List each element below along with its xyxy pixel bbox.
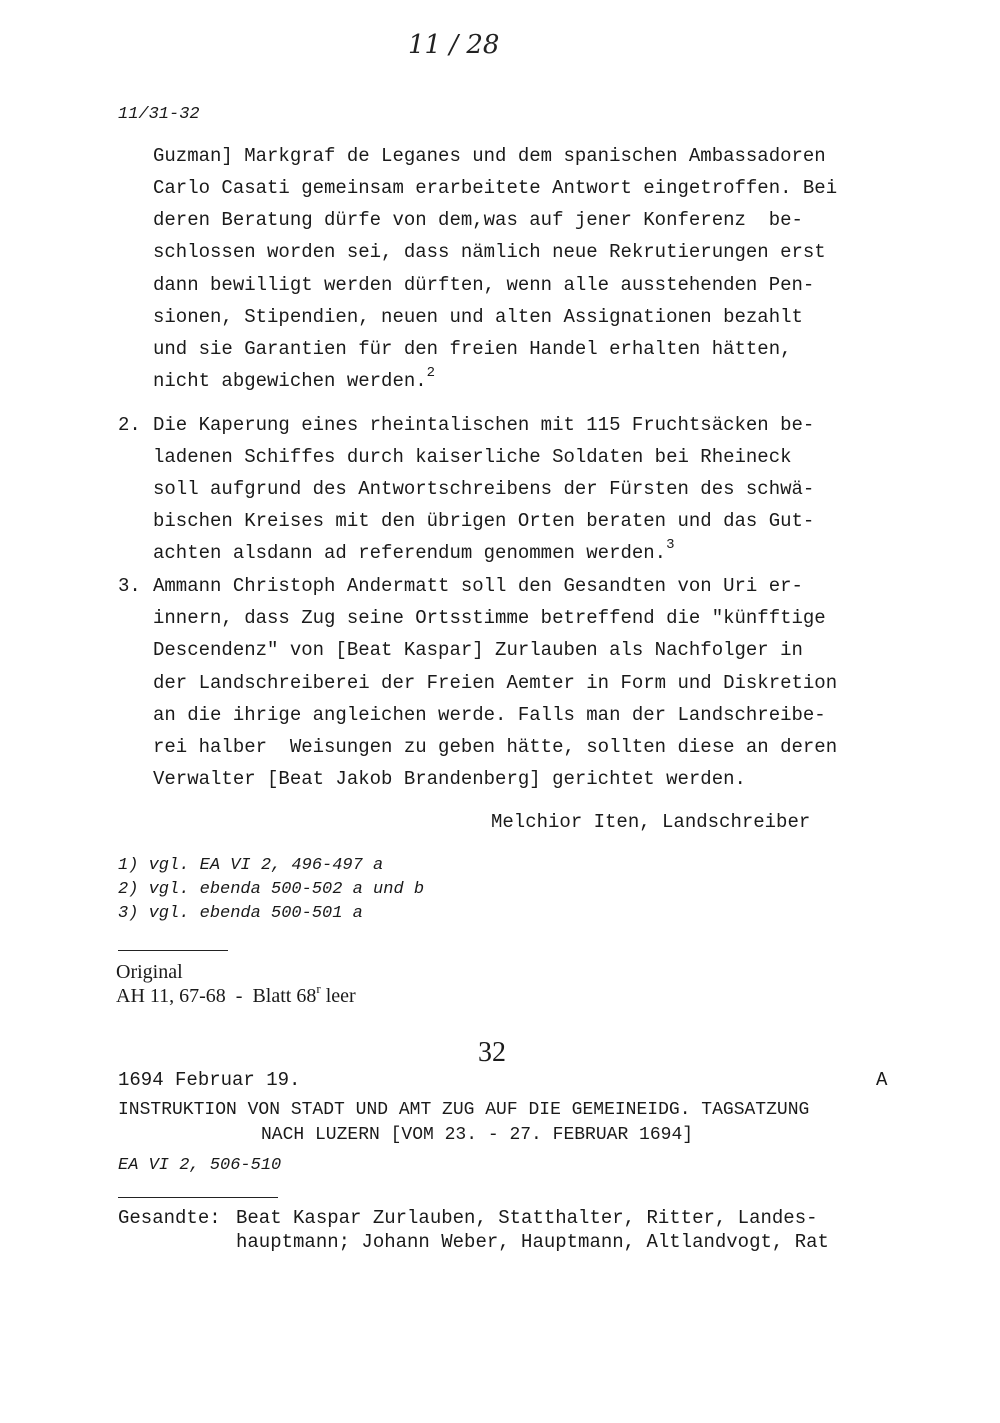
item-line: an die ihrige angleichen werde. Falls man der Landschreibe- (153, 704, 826, 726)
envoys-label: Gesandte: (118, 1207, 221, 1229)
document-date: 1694 Februar 19. (118, 1069, 301, 1091)
separator-rule (118, 950, 228, 951)
intro-line-text: nicht abgewichen werden. (153, 370, 427, 392)
reference-number: 11/31-32 (118, 105, 200, 124)
handwritten-page-number: 11 / 28 (408, 30, 500, 60)
source-reference (116, 981, 356, 1008)
intro-line: deren Beratung dürfe von dem,was auf jener Konferenz be- (153, 209, 803, 231)
source-ref-text: AH 11, 67-68 - Blatt 68 (116, 985, 317, 1007)
footnote: 2) vgl. ebenda 500-502 a und b (118, 880, 425, 899)
intro-line: und sie Garantien für den freien Handel erhalten hätten, (153, 338, 792, 360)
item-line-text: achten alsdann ad referendum genommen werden. (153, 542, 667, 564)
item-number: 3. (118, 575, 141, 597)
document-reference: EA VI 2, 506-510 (118, 1156, 282, 1175)
source-suffix: leer (320, 985, 356, 1007)
intro-line: Carlo Casati gemeinsam erarbeitete Antwort eingetroffen. Bei (153, 177, 838, 199)
intro-line: dann bewilligt werden dürften, wenn alle ausstehenden Pen- (153, 274, 815, 296)
item-line: Descendenz" von [Beat Kaspar] Zurlauben als Nachfolger in (153, 639, 803, 661)
intro-line (153, 365, 436, 392)
item-line: Verwalter [Beat Jakob Brandenberg] gerichtet werden. (153, 768, 746, 790)
footnote-marker: 2 (426, 365, 436, 381)
signature: Melchior Iten, Landschreiber (491, 811, 811, 833)
source-label: Original (116, 961, 183, 983)
item-line: ladenen Schiffes durch kaiserliche Soldaten bei Rheineck (153, 446, 792, 468)
item-line: Die Kaperung eines rheintalischen mit 115 Fruchtsäcken be- (153, 414, 815, 436)
envoys-line: hauptmann; Johann Weber, Hauptmann, Altlandvogt, Rat (236, 1231, 829, 1253)
item-line: rei halber Weisungen zu geben hätte, sollten diese an deren (153, 736, 838, 758)
item-line: innern, dass Zug seine Ortsstimme betreffend die "künfftige (153, 607, 826, 629)
footnote-marker: 3 (666, 537, 675, 553)
footnote: 1) vgl. EA VI 2, 496-497 a (118, 856, 384, 875)
item-line: der Landschreiberei der Freien Aemter in Form und Diskretion (153, 672, 838, 694)
intro-line: sionen, Stipendien, neuen und alten Assignationen bezahlt (153, 306, 803, 328)
document-title-line: NACH LUZERN [VOM 23. - 27. FEBRUAR 1694] (261, 1125, 694, 1145)
item-line: Ammann Christoph Andermatt soll den Gesandten von Uri er- (153, 575, 803, 597)
item-line (153, 537, 675, 564)
item-line: soll aufgrund des Antwortschreibens der Fürsten des schwä- (153, 478, 815, 500)
intro-line: schlossen worden sei, dass nämlich neue Rekrutierungen erst (153, 241, 826, 263)
intro-line: Guzman] Markgraf de Leganes und dem spanischen Ambassadoren (153, 145, 826, 167)
item-line: bischen Kreises mit den übrigen Orten beraten und das Gut- (153, 510, 815, 532)
footnote: 3) vgl. ebenda 500-501 a (118, 904, 363, 923)
item-number: 2. (118, 414, 141, 436)
document-number: 32 (478, 1037, 506, 1068)
document-marker: A (876, 1069, 888, 1091)
envoys-line: Beat Kaspar Zurlauben, Statthalter, Ritter, Landes- (236, 1207, 818, 1229)
separator-rule (118, 1197, 278, 1198)
document-title-line: INSTRUKTION VON STADT UND AMT ZUG AUF DIE GEMEINEIDG. TAGSATZUNG (118, 1100, 810, 1120)
source-sup: r (316, 981, 321, 996)
